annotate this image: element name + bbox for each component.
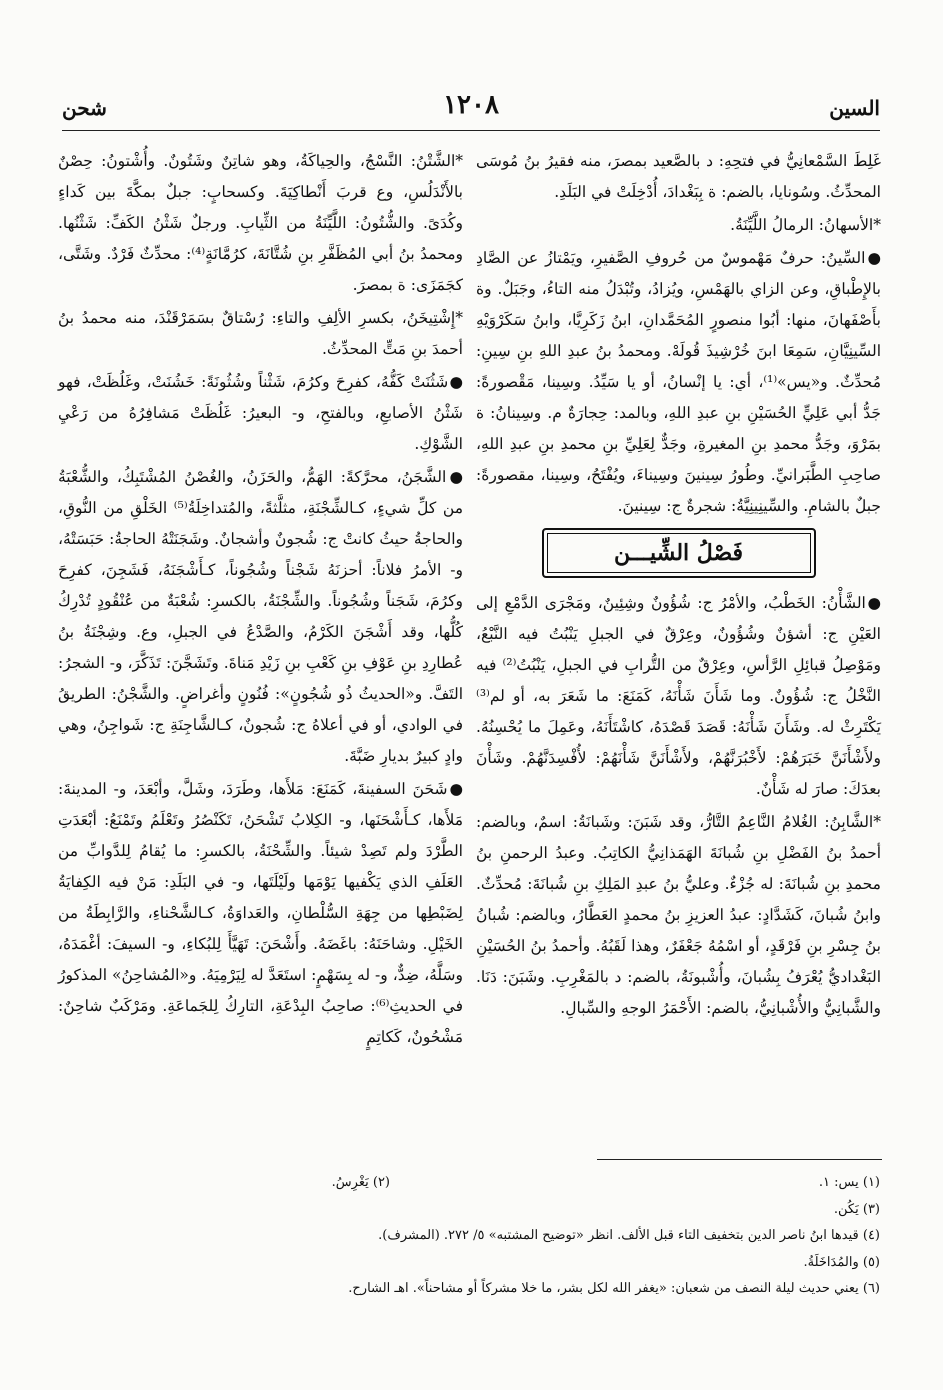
running-head-entry: شحن [62, 96, 107, 120]
section-title-box: فَصْلُ الشِّيـــن [542, 528, 816, 578]
footnote-rule [597, 1159, 882, 1160]
entry: *الأسهانُ: الرمالُ اللَّيِّنَةُ. [730, 216, 881, 234]
entry: ●شَحَنَ السفينةَ، كَمَنَعَ: مَلأَها، وطَرَدَ، وشَلَّ، وأبْعَدَ، و- المدينةَ: مَلأَها، كـأَشْحَنَها، و- الكِلابُ تَشْحَنُ، تَكَنْصُرُ وتَعْلَمُ وتَمْنَعُ: أبْعَدَتِ الطَّرْدَ ولم تَصِدْ شيئاً. والشِّحْنَةُ، بالكسرِ: ما يُقامُ لِلدَّوابِّ من العَلَفِ الذي يَكْفيها يَوْمَها ولَيْلَتَها، و- في البَلَدِ: مَنْ فيه الكِفايَةُ لِضَبْطِها من جِهَةِ السُّلْطانِ، والعَداوَةُ، كـالشَّحْناءِ، والرَّابِطَةُ من الخَيْلِ. وشاحَنَهُ: باغَضَهُ. وأَشْحَنَ: تَهَيَّأَ لِلبُكاءِ، و- السيفَ: أغْمَدَهُ، وسَلَّهُ، ضِدٌّ، و- له بِسَهْمٍ: استَعَدَّ له لِيَرْمِيَهُ. و«المُشاحِنُ» المذكورُ في الحديثِ⁽⁶⁾: صاحِبُ البِدْعَةِ، التارِكُ لِلجَماعَةِ. ومَرْكَبٌ شاحِنٌ: مَشْحُونٌ، كَكاتِمٍ [58, 780, 463, 1046]
entry: *الشَّابِنُ: الغُلامُ النَّاعِمُ التَّارُّ، وقد شَبَنَ: وشَبانَةُ: اسمٌ، وبالضم: أحمدُ بنُ الفَضْلِ بنِ شُبانَةَ الهَمَذانِيُّ الكاتِبُ. وعبدُ الرحمنِ بنُ محمدِ بنِ شُبانَةَ: له جُزْءٌ. وعليُّ بنُ عبدِ المَلِكِ بنِ شُبانَةَ: مُحدِّثٌ. وابنُ شُبانَ، كَشَدَّادٍ: عبدُ العزيزِ بنُ محمدٍ العَطَّارُ، وبالضم: شُبانُ بنُ جِسْرِ بنِ فَرْقَدٍ، أو اسْمُهُ جَعْفَرٌ، وهذا لَقَبُهُ. وأحمدُ بنُ الحُسَيْنِ البَغْداديُّ يُعْرَفُ بِشُبانَ، وأُشْبونَةُ، بالضم: د بالمَغْرِبِ. وشَبَنَ: دَنَا. والشَّبانِيُّ والأُشْبانِيُّ، بالضم: الأَحْمَرُ الوجهِ والسِّبالِ. [476, 813, 881, 1017]
footnote: (٥) والمُدَاخَلَةُ. [803, 1254, 880, 1270]
running-head-section: السين [829, 96, 880, 120]
footnote: (١) يس: ١. [818, 1175, 880, 1190]
right-column [476, 146, 881, 1026]
page-number: ١٢٠٨ [443, 90, 499, 120]
entry: *إِشْتِيخَنُ، بكسرِ الألِفِ والتاءِ: رُسْتاقٌ بسَمَرْقَنْدَ، منه محمدُ بنُ أحمدَ بنِ مَتٍّ المحدِّثُ. [58, 309, 463, 358]
entry: غَلِطَ السَّمْعانِيُّ في فتحِهِ: د بالصَّعيد بمصرَ، منه فقيرُ بنُ مُوسَى المحدِّثُ. وسُونايا، بالضم: ة بِبَغْدادَ، أُدْخِلَتْ في البَلَدِ. [476, 152, 881, 201]
footnote: (٢) يَغْرِسُ. [331, 1175, 390, 1190]
page-header [62, 90, 880, 130]
left-column [58, 146, 463, 1055]
footnote: (٤) قيدها ابنُ ناصر الدين بتخفيف التاء قبل الألف. انظر «توضيح المشتبه» ٥/ ٢٧٢. (المشرف). [378, 1228, 880, 1243]
footnote: (٦) يعني حديث ليلة النصف من شعبان: «يغفر الله لكل بشر، ما خلا مشركاً أو مشاحناً». اهـ الشارح. [348, 1281, 880, 1296]
entry: ●الشَّأْنُ: الخَطْبُ، والأمْرُ ج: شُؤُونٌ وشِئِينٌ، ومَجْرَى الدَّمْعِ إلى العَيْنِ ج: أشؤنٌ وشُؤُونٌ، وعِرْقٌ في الجبلِ يَنْبُتُ فيه النَّبْعُ، ومَوْصِلُ قبائِلِ الرَّأسِ، وعِرْقٌ من التُّرابِ في الجبلِ، يَنْبُتُ⁽²⁾ فيه النَّخْلُ ج: شُؤُونٌ. وما شَأَنَ شَأْنَهُ، كَمَنَعَ: ما شَعَرَ به، أو لم⁽³⁾ يَكْتَرِثْ له. وشَأَنَ شَأْنَهُ: قَصَدَ قَصْدَهُ، كاشْتَأَنَهُ، وعَمِلَ ما يُحْسِنُهُ. ولأَشْأَنَنَّ خَبَرَهُمْ: لأَخْبُرَنَّهُمْ، ولأَشْأَنَنَّ شَأْنَهُمْ: لأُفْسِدَنَّهُمْ. وشَأْنَ بعدَكَ: صارَ له شَأْنٌ. [476, 594, 881, 798]
entry: *الشَّتْنُ: النَّسْجُ، والحِياكَةُ، وهو شاتِنٌ وشَتُونٌ. وأُشْتونُ: حِصْنٌ بالأَنْدَلُسِ، وع قربَ أَنْطاكِيَةَ. وكسحابٍ: جبلٌ بمكَّةَ بين كَداءٍ وكُدَىً. والشُّتُونُ: اللَّيِّنَةُ من الثِّيابِ. ورجلٌ شَثْنُ الكَفِّ: شَثْنُها. ومحمدُ بنُ أبي المُظَفَّرِ بنِ شُتَّانَةَ، كرُمَّانَةٍ⁽⁴⁾: محدِّثٌ فَرْدٌ. وشَتَّى، كجَمَزَى: ة بمصرَ. [58, 152, 463, 294]
entry: ●شَثُنَتْ كَفُّهُ، كفرِحَ وكرُمَ، شَثْناً وشُثُونَةً: خَشُنَتْ، وغَلُظَتْ، فهو شَثْنُ الأصابعِ، وبالفتحِ، و- البعيرُ: غَلُظَتْ مَشافِرُهُ من رَعْيِ الشَّوْكِ. [58, 373, 463, 453]
entry: ●الشَّجَنُ، محرَّكةً: الهَمُّ، والحَزَنُ، والغُصْنُ المُشْتَبِكُ، والشُّعْبَةُ من كلِّ شيءٍ، كـالشِّجْنَةِ، مثلَّثةً، والمُتداخِلَةُ⁽⁵⁾ الخَلْقِ من النُّوقِ، والحاجةُ حيثُ كانتْ ج: شُجونٌ وأشجانٌ. وشَجَنَتْهُ الحاجةُ: حَبَسَتْهُ، و- الأمرُ فلاناً: أحزنَهُ شَجْناً وشُجُوناً، كـأَشْجَنَهُ، فَشَجِنَ، كفرِحَ وكرُمَ، شَجَناً وشُجُوناً. والشِّجْنَةُ، بالكسرِ: شُعْبَةٌ من عُنْقُودٍ تُدْرِكُ كُلُّها، وقد أَشْجَنَ الكَرْمُ، والصَّدْعُ في الجبلِ، وع. وشِجْنَةُ بنُ عُطارِدِ بنِ عَوْفِ بنِ كَعْبِ بنِ زَيْدِ مَناةَ. وتَشَجَّنَ: تَذَكَّرَ، و- الشجرُ: التَفَّ. و«الحديثُ ذُو شُجُونٍ»: فُنُونٍ وأغراضٍ. والشَّجْنُ: الطريقُ في الوادي، أو في أعلاهُ ج: شُجونٌ، كـالشَّاجِنَةِ ج: شَواجِنُ، وهي وادٍ كبيرٌ بديارِ ضَبَّةَ. [58, 468, 464, 765]
entry: ●السِّينُ: حرفٌ مَهْموسٌ من حُروفِ الصَّفيرِ، ويَمْتازُ عن الصَّادِ بالإِطْباقِ، وعن الزاي بالهَمْسِ، ويُزادُ، وتُبْدَلُ منه التاءُ، وجَبَلٌ. وة بأَصْفَهانَ، منها: أبُوا منصورٍ المُحَمَّدانِ، ابنُ زَكَرِيَّا، وابنُ سَكَرْوَيْهِ السِّينِيَّانِ، سَمِعَا ابنَ خُرْشِيذَ قُولَهْ. ومحمدُ بنُ عبدِ اللهِ بنِ سِينِ: مُحدِّثٌ. و«يس»⁽¹⁾، أي: يا إنْسانُ، أو يا سَيِّدُ. وسِينا، مَقْصورةً: جَدُّ أبي عَلِيٍّ الحُسَيْنِ بنِ عبدِ اللهِ، وبالمد: حِجارَةٌ م. وسِينانُ: ة بمَرْوَ، وجَدُّ محمدِ بنِ المغيرةِ، وجَدٌّ لِعَلِيِّ بنِ محمدِ بنِ عبدِ اللهِ، صاحِبِ الطَّبَرانيِّ. وطُورُ سِينينَ وسِيناءَ، ويُفْتَحُ، وسِينا، مقصورةً: جبلٌ بالشامِ. والسِّينِينِيَّةُ: شجرةٌ ج: سِينينَ. [476, 249, 881, 515]
header-rule [62, 130, 880, 131]
footnote: (٣) يَكُن. [833, 1201, 880, 1217]
footnotes [60, 1170, 880, 1303]
